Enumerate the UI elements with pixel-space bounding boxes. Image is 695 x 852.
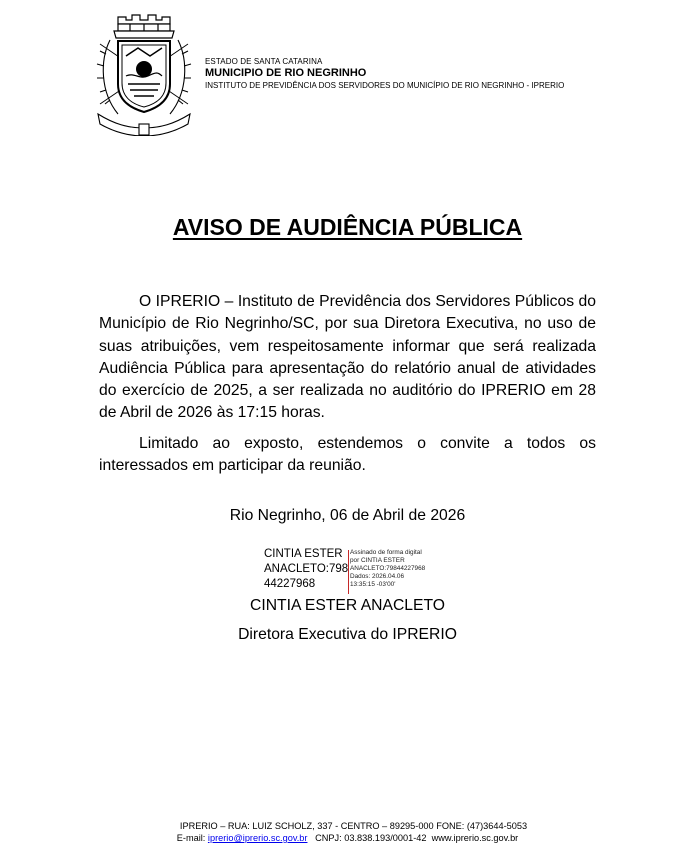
signature-info-block xyxy=(350,549,425,589)
signature-name-block xyxy=(264,547,350,592)
signature-name-line: ANACLETO:798 xyxy=(264,563,349,575)
signature-name-line: CINTIA ESTER xyxy=(264,548,343,560)
signer-role: Diretora Executiva do IPRERIO xyxy=(238,626,457,643)
signer-name: CINTIA ESTER ANACLETO xyxy=(250,597,445,614)
ribbon xyxy=(98,114,190,136)
shield-icon xyxy=(118,41,170,112)
signature-info-line: 13:35:15 -03'00' xyxy=(350,581,396,588)
signature-info-line: por CINTIA ESTER xyxy=(350,557,405,564)
municipal-crest-logo xyxy=(96,14,192,136)
signature-info-line: ANACLETO:79844227968 xyxy=(350,565,426,572)
paragraph-announcement: O IPRERIO – Instituto de Previdência dos Servidores Públicos do Município de Rio Negrinho/SC, por sua Diretora Executiva, no uso de suas atribuições, vem respeitosamente informar que será realizada Audiência Pública para apresentação do relatório anual de atividades do exercício de 2025, a ser realizada no auditório do IPRERIO em 28 de Abril de 2026 às 17:15 horas. xyxy=(99,293,596,422)
signature-info-line: Assinado de forma digital xyxy=(350,549,422,556)
municipality-name: MUNICIPIO DE RIO NEGRINHO xyxy=(205,67,367,79)
footer-cnpj: CNPJ: 03.838.193/0001-42 xyxy=(315,833,427,843)
crown-icon xyxy=(114,15,174,38)
footer-email-label: E-mail: xyxy=(176,833,206,843)
paragraph-invitation: Limitado ao exposto, estendemos o convite a todos os interessados em participar da reunião. xyxy=(99,434,596,475)
footer-contact xyxy=(0,832,695,844)
digital-signature-stamp xyxy=(264,547,444,595)
signature-info-line: Dados: 2026.04.06 xyxy=(350,573,405,580)
footer xyxy=(0,820,695,844)
document-title: AVISO DE AUDIÊNCIA PÚBLICA xyxy=(172,214,523,240)
footer-email-link[interactable]: iprerio@iprerio.sc.gov.br xyxy=(207,833,308,843)
footer-website: www.iprerio.sc.gov.br xyxy=(431,833,519,843)
notice-body xyxy=(99,291,596,485)
signature-name-line: 44227968 xyxy=(264,578,316,590)
date-line: Rio Negrinho, 06 de Abril de 2026 xyxy=(229,507,466,524)
issuer-header xyxy=(205,56,564,91)
institute-name: INSTITUTO DE PREVIDÊNCIA DOS SERVIDORES DO MUNICÍPIO DE RIO NEGRINHO - IPRERIO xyxy=(205,81,565,90)
state-name: ESTADO DE SANTA CATARINA xyxy=(205,57,323,66)
footer-address: IPRERIO – RUA: LUIZ SCHOLZ, 337 - CENTRO – 89295-000 FONE: (47)3644-5053 xyxy=(179,821,528,831)
signature-separator xyxy=(348,550,349,594)
